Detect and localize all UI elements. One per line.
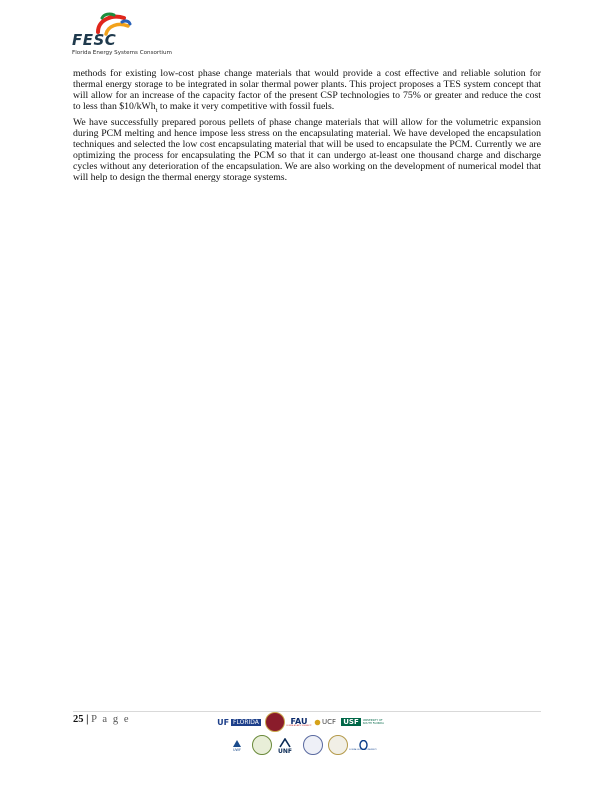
fau-logo: FAU FLORIDA ATLANTIC UNIVERSITY — [286, 717, 312, 727]
fesc-logo — [70, 12, 200, 58]
uwf-argonaut-icon — [232, 739, 242, 748]
uwf-logo: UWF — [230, 736, 244, 754]
fesc-subtitle: Florida Energy Systems Consortium — [72, 50, 172, 56]
page-number: 25 | P a g e — [73, 714, 131, 725]
body-text — [73, 68, 541, 184]
ucf-logo: UCF — [312, 716, 338, 728]
unf-osprey-icon — [279, 738, 291, 748]
fiu-seal-icon — [328, 735, 348, 755]
fgcu-logo: FLORIDA GULF COAST UNIVERSITY — [350, 734, 376, 756]
ncf-seal-icon — [303, 735, 323, 755]
paragraph: methods for existing low-cost phase change materials that would provide a cost effective and reliable solution for thermal energy storage to be integrated in solar thermal power plants. This project proposes a TES system concept that will allow for an increase of the capacity factor of the present CSP technologies to 75% or greater and reduce the cost to less than $10/kWh$_t$ to make it very competitive with fossil fuels. — [73, 68, 541, 115]
unf-logo: UNF — [274, 734, 296, 758]
ucf-pegasus-icon — [314, 719, 321, 726]
famu-seal-icon — [252, 735, 272, 755]
uf-logo: UF FLORIDA — [217, 717, 259, 727]
usf-logo: USF UNIVERSITY OF SOUTH FLORIDA — [343, 717, 384, 726]
fgcu-eagle-icon — [359, 740, 368, 750]
subscript: t — [155, 107, 158, 115]
paragraph: We have successfully prepared porous pellets of phase change materials that will allow for the volumetric expansion during PCM melting and hence impose less stress on the encapsulating material. We have developed the encapsulation techniques and selected the low cost encapsulating material that will be used to encapsulate the PCM. Currently we are optimizing the process for encapsulating the PCM so that it can undergo at-least one thousand charge and discharge cycles without any deterioration of the encapsulation. We are also working on the development of numerical model that will help to design the thermal energy storage systems. — [73, 116, 541, 184]
fsu-seal-icon — [265, 712, 285, 732]
fesc-wordmark: FESC — [72, 31, 117, 49]
